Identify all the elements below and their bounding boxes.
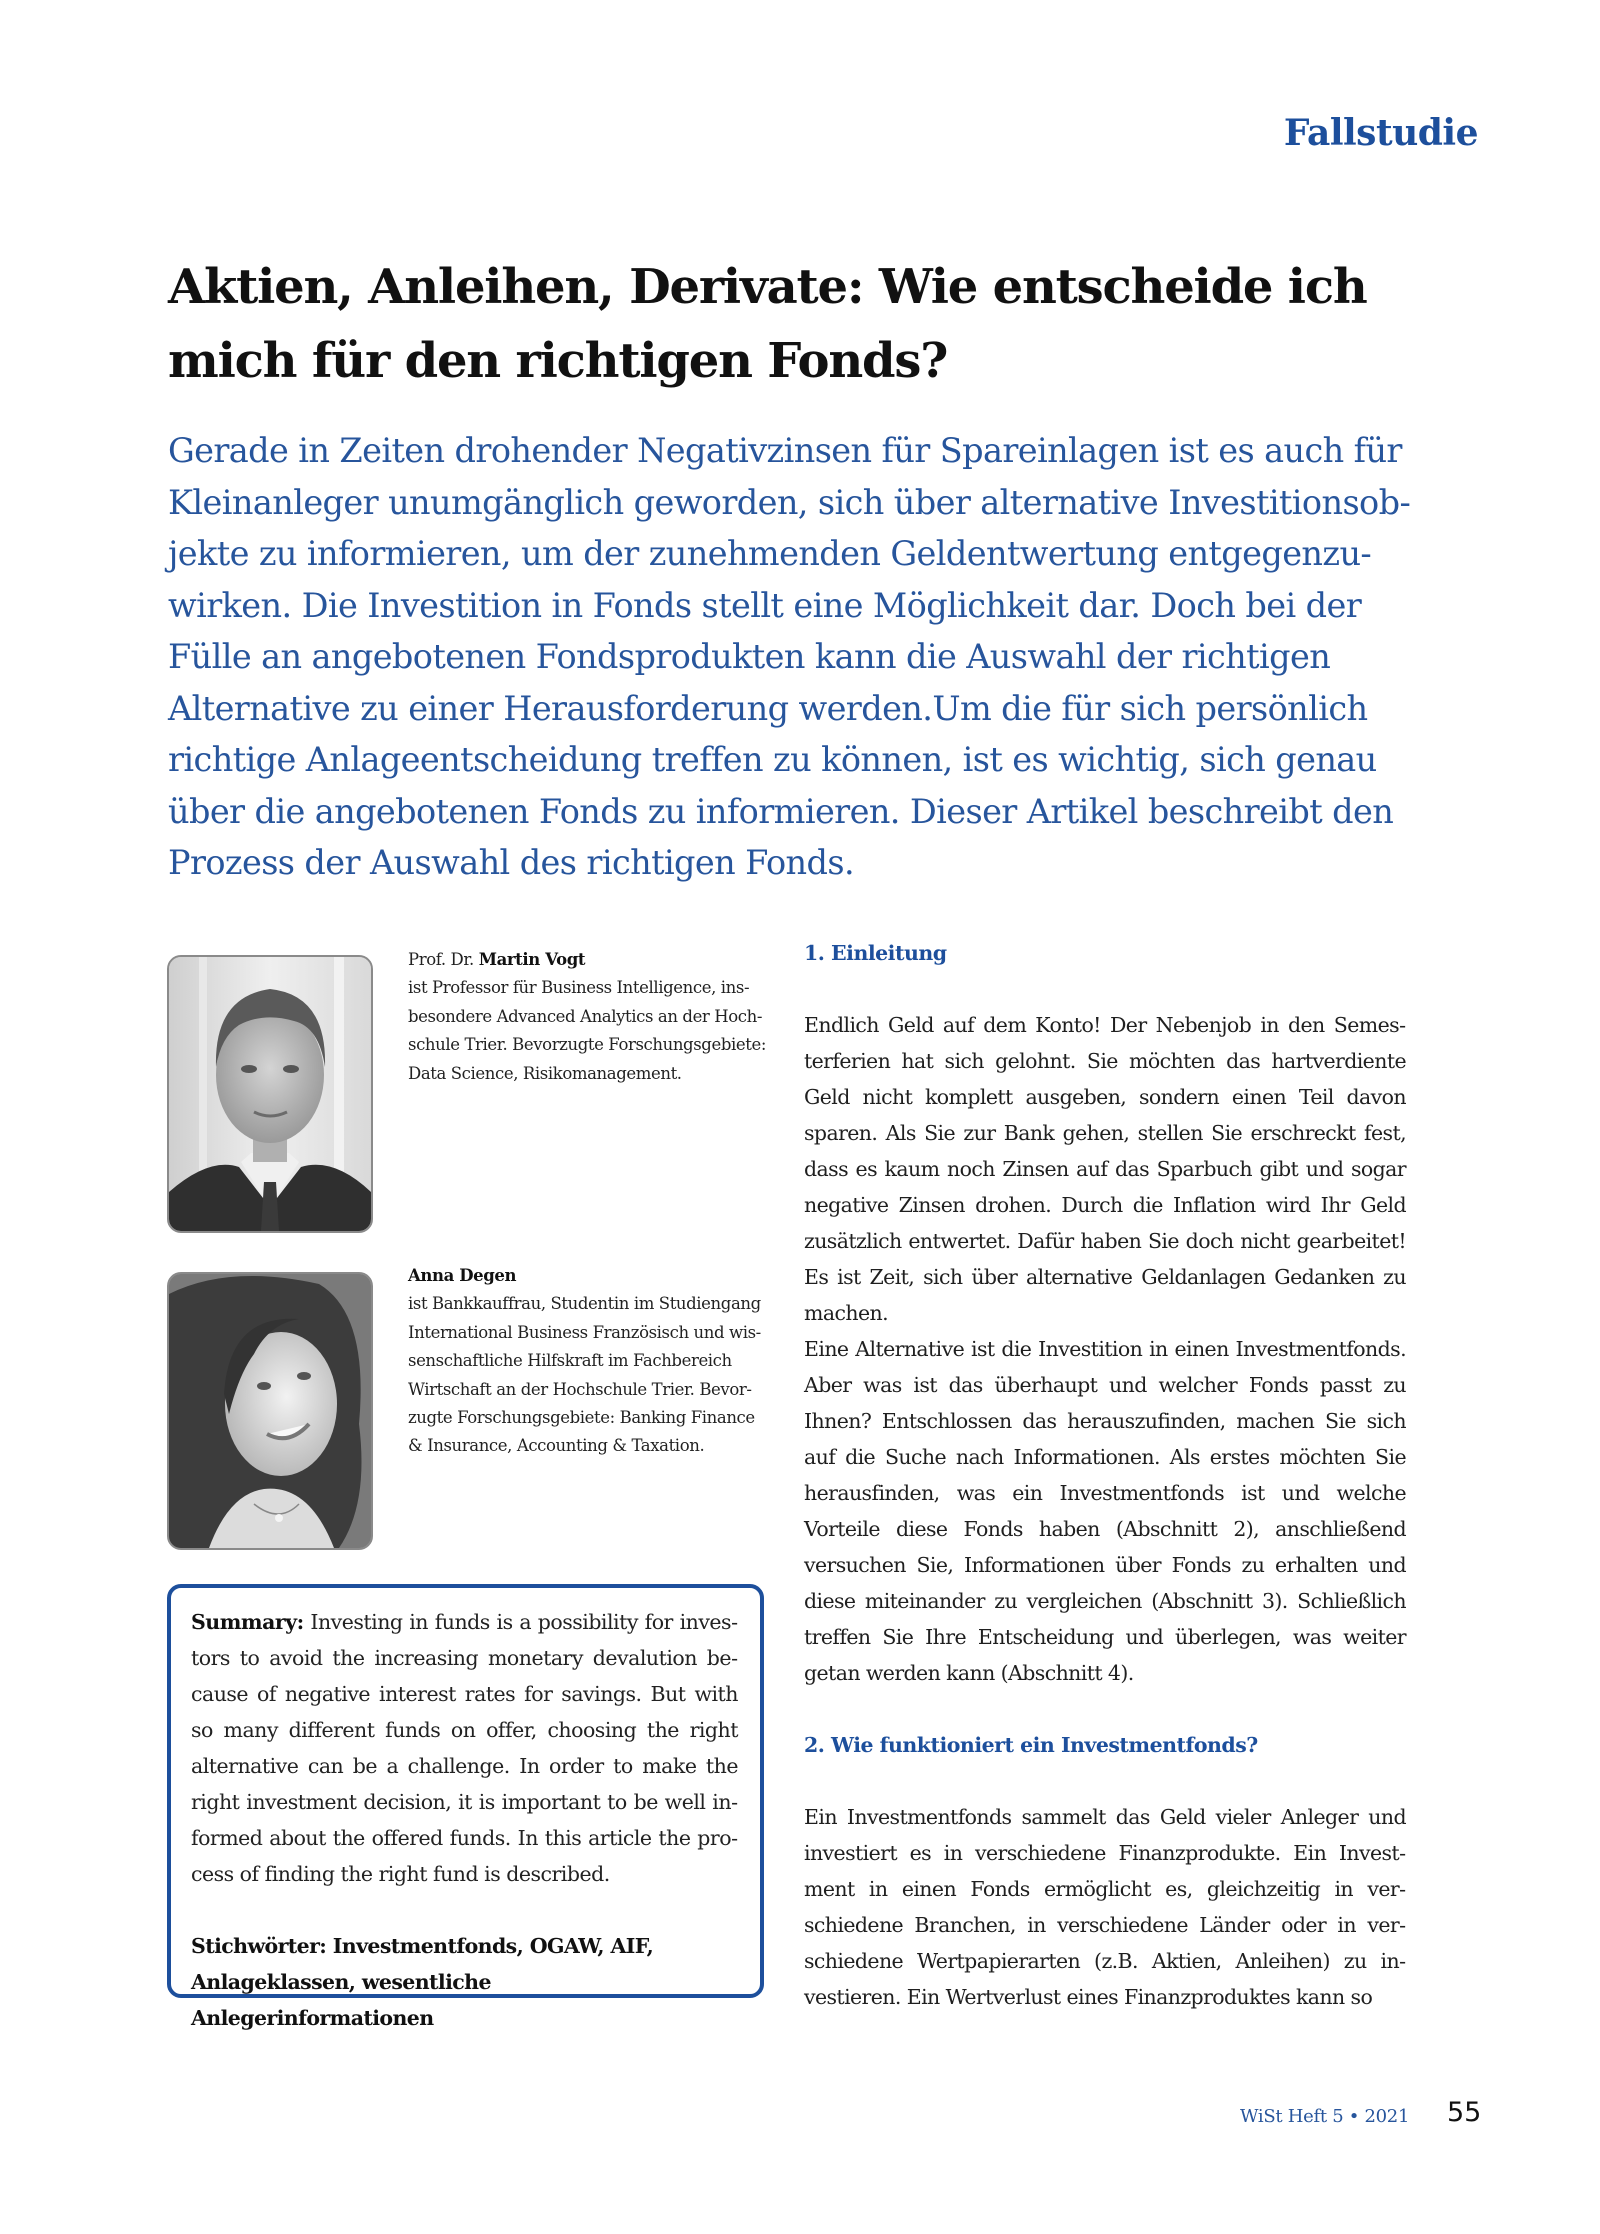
bio-line: Wirtschaft an der Hochschule Trier. Bevor- bbox=[408, 1379, 752, 1399]
intro-line: Alternative zu einer Herausforderung werden.Um die für sich persönlich bbox=[168, 688, 1368, 728]
bio-line: besondere Advanced Analytics an der Hoch- bbox=[408, 1006, 763, 1026]
body-paragraph: Eine Alternative ist die Investition in einen Investmentfonds. Aber was ist das überhaupt und welcher Fonds passt zu Ihnen? Entschlossen das herauszufinden, machen Sie sich auf die Suche nach Informationen. Als erstes möchten Sie herausfinden, was ein Investmentfonds ist und welche Vorteile diese Fonds haben (Abschnitt 2), anschließend versuchen Sie, Informationen über Fonds zu erhalten und diese miteinander zu vergleichen (Abschnitt 3). Schließlich treffen Sie Ihre Entscheidung und überlegen, was weiter getan werden kann (Abschnitt 4). bbox=[804, 1337, 1406, 1685]
body-paragraph: Endlich Geld auf dem Konto! Der Nebenjob in den Semesterferien hat sich gelohnt. Sie möchten das hartverdiente Geld nicht komplett ausgeben, sondern einen Teil davon sparen. Als Sie zur Bank gehen, stellen Sie erschreckt fest, dass es kaum noch Zinsen auf das Sparbuch gibt und sogar negative Zinsen drohen. Durch die Inflation wird Ihr Geld zusätzlich entwertet. Dafür haben Sie doch nicht gearbeitet! Es ist Zeit, sich über alternative Geldanlagen Gedanken zu machen. bbox=[804, 1013, 1406, 1325]
section-heading: 1. Einleitung bbox=[804, 941, 947, 965]
title-line: Aktien, Anleihen, Derivate: Wie entscheide ich bbox=[168, 259, 1367, 315]
section-label: Fallstudie bbox=[1283, 112, 1478, 154]
body-column bbox=[804, 935, 1406, 2015]
author-name-line bbox=[408, 1262, 768, 1290]
intro-line: jekte zu informieren, um der zunehmenden Geldentwertung entgegenzu- bbox=[168, 534, 1372, 573]
author-photo-martin-vogt bbox=[167, 955, 373, 1233]
summary-label: Summary: bbox=[191, 1610, 304, 1634]
title-line: mich für den richtigen Fonds? bbox=[168, 333, 948, 389]
author-name: Martin Vogt bbox=[478, 950, 586, 969]
article-title bbox=[168, 250, 1428, 398]
bio-line: ist Bankkauffrau, Studentin im Studiengang bbox=[408, 1294, 761, 1314]
summary-box bbox=[167, 1584, 764, 2030]
author-photo-anna-degen bbox=[167, 1272, 373, 1550]
author-bio bbox=[408, 1262, 768, 1461]
intro-line: richtige Anlageentscheidung treffen zu können, ist es wichtig, sich genau bbox=[168, 740, 1377, 779]
intro-line: Fülle an angebotenen Fondsprodukten kann die Auswahl der richtigen bbox=[168, 637, 1331, 676]
author-name-line bbox=[408, 946, 768, 974]
bio-line: schule Trier. Bevorzugte Forschungsgebiete: bbox=[408, 1035, 766, 1055]
bio-line: zugte Forschungsgebiete: Banking Finance bbox=[408, 1408, 755, 1428]
intro-line: über die angebotenen Fonds zu informieren. Dieser Artikel beschreibt den bbox=[168, 791, 1394, 831]
summary-text bbox=[191, 1604, 738, 1892]
bio-line: senschaftliche Hilfskraft im Fachbereich bbox=[408, 1351, 732, 1371]
author-bio bbox=[408, 946, 768, 1088]
portrait-image bbox=[169, 957, 371, 1231]
bio-line: & Insurance, Accounting & Taxation. bbox=[408, 1436, 705, 1456]
section-heading: 2. Wie funktioniert ein Investmentfonds? bbox=[804, 1733, 1258, 1757]
intro-line: Prozess der Auswahl des richtigen Fonds. bbox=[168, 843, 854, 882]
portrait-image bbox=[169, 1274, 371, 1548]
footer-journal-issue: WiSt Heft 5 • 2021 bbox=[1240, 2106, 1410, 2127]
keywords: Stichwörter: Investmentfonds, OGAW, AIF, Anlageklassen, wesentliche Anlegerinformationen bbox=[191, 1934, 654, 2030]
bio-line: Data Science, Risikomanagement. bbox=[408, 1063, 682, 1083]
body-paragraph: Ein Investmentfonds sammelt das Geld vieler Anleger und investiert es in verschiedene Finanzprodukte. Ein Investment in einen Fonds ermöglicht es, gleichzeitig in verschiedene Branchen, in verschiedene Länder oder in verschiedene Wertpapierarten (z.B. Aktien, Anleihen) zu investieren. Ein Wertverlust eines Finanzproduktes kann so bbox=[804, 1805, 1406, 2009]
author-title-prefix: Prof. Dr. bbox=[408, 950, 479, 969]
bio-line: International Business Französisch und wis- bbox=[408, 1322, 761, 1342]
author-name: Anna Degen bbox=[408, 1266, 517, 1285]
intro-line: wirken. Die Investition in Fonds stellt eine Möglichkeit dar. Doch bei der bbox=[168, 585, 1362, 625]
summary-body: Investing in funds is a possibility for investors to avoid the increasing monetary devalution because of negative interest rates for savings. But with so many different funds on offer, choosing the right alternative can be a challenge. In order to make the right investment decision, it is important to be well informed about the offered funds. In this article the process of finding the right fund is described. bbox=[191, 1610, 738, 1886]
intro-line: Kleinanleger unumgänglich geworden, sich über alternative Investitionsob- bbox=[168, 482, 1411, 522]
intro-line: Gerade in Zeiten drohender Negativzinsen für Spareinlagen ist es auch für bbox=[168, 431, 1402, 470]
bio-line: ist Professor für Business Intelligence, ins- bbox=[408, 978, 750, 998]
page-number: 55 bbox=[1447, 2097, 1482, 2128]
article-intro bbox=[168, 425, 1418, 889]
